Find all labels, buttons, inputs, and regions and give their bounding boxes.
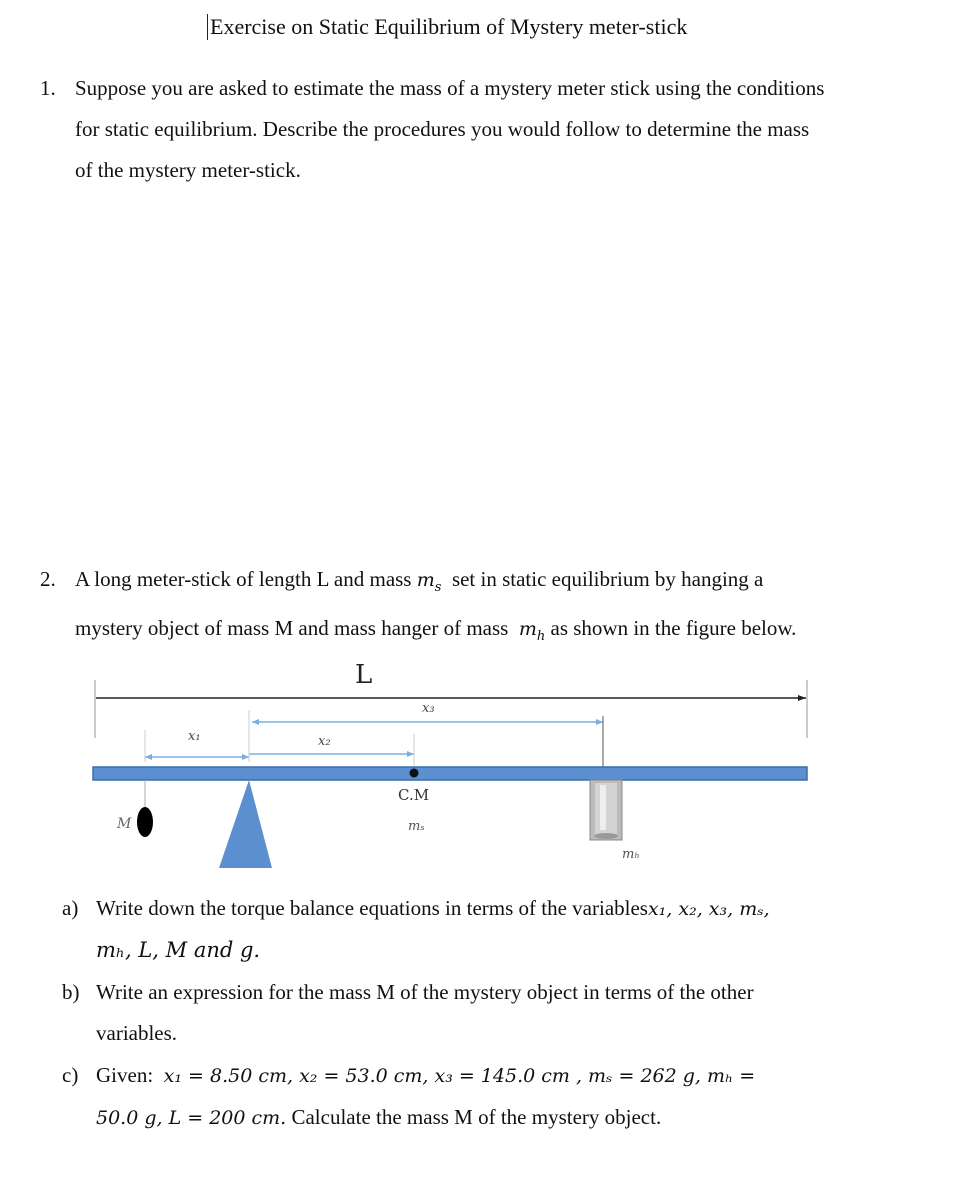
part-c-line1	[96, 1055, 936, 1097]
part-c-text	[96, 1055, 936, 1139]
q2-line1-a: A long meter-stick of length L and mass	[75, 567, 412, 591]
label-x1: x₁	[188, 729, 201, 744]
label-x3: x₃	[422, 701, 435, 716]
q1-number: 1.	[40, 76, 56, 100]
fulcrum	[219, 780, 272, 868]
mystery-mass	[137, 807, 153, 837]
label-cm: C.M	[398, 786, 430, 804]
part-a-line2: mₕ, L, M and g.	[96, 938, 261, 962]
part-b-line1: Write an expression for the mass M of the mystery object in terms of the other	[96, 980, 754, 1004]
q2-line2-a: mystery object of mass M and mass hanger of mass	[75, 615, 509, 640]
label-x2: x₂	[318, 734, 331, 749]
part-c-label: c)	[62, 1063, 79, 1087]
part-a-text	[96, 888, 936, 971]
part-c-task: Calculate the mass M of the mystery object.	[286, 1105, 662, 1129]
center-of-mass-dot	[410, 769, 419, 778]
label-M: M	[117, 816, 132, 832]
page-title: Exercise on Static Equilibrium of Mystery meter-stick	[207, 14, 687, 40]
q1-line3: of the mystery meter-stick.	[75, 158, 301, 182]
part-b-text	[96, 972, 936, 1054]
q2-line1-b: set in static equilibrium by hanging a	[451, 567, 764, 591]
label-mh: mₕ	[622, 847, 640, 862]
L-arrowhead	[798, 695, 806, 701]
meter-stick	[93, 767, 807, 780]
part-a-label: a)	[62, 896, 79, 920]
q2-mh-var: $m_h$	[518, 617, 546, 644]
q2-text	[75, 559, 935, 657]
label-ms: mₛ	[408, 819, 425, 834]
q2-line2-b: as shown in the figure below.	[550, 615, 797, 640]
label-L: L	[355, 660, 373, 690]
part-a-prompt: Write down the torque balance equations in terms of the variables	[96, 896, 648, 920]
q1-line1: Suppose you are asked to estimate the mass of a mystery meter stick using the conditions	[75, 76, 825, 100]
q2-ms-var: $m_s$	[416, 569, 442, 595]
q1-text	[75, 68, 935, 191]
part-a-vars: x₁, x₂, x₃, mₛ,	[647, 898, 770, 920]
part-b-label: b)	[62, 980, 80, 1004]
part-a-line1	[96, 888, 936, 930]
q1-line2: for static equilibrium. Describe the procedures you would follow to determine the mass	[75, 117, 810, 141]
part-c-given: Given:	[96, 1063, 154, 1087]
part-c-line2	[96, 1097, 936, 1139]
q2-line1	[75, 559, 935, 608]
equilibrium-figure	[0, 650, 954, 880]
part-c-values-2: 50.0 g, L = 200 cm.	[96, 1107, 287, 1129]
q2-number: 2.	[40, 567, 56, 591]
part-b-line2: variables.	[96, 1021, 178, 1045]
part-c-values: x₁ = 8.50 cm, x₂ = 53.0 cm, x₃ = 145.0 cm , mₛ = 262 g, mₕ =	[163, 1065, 756, 1087]
